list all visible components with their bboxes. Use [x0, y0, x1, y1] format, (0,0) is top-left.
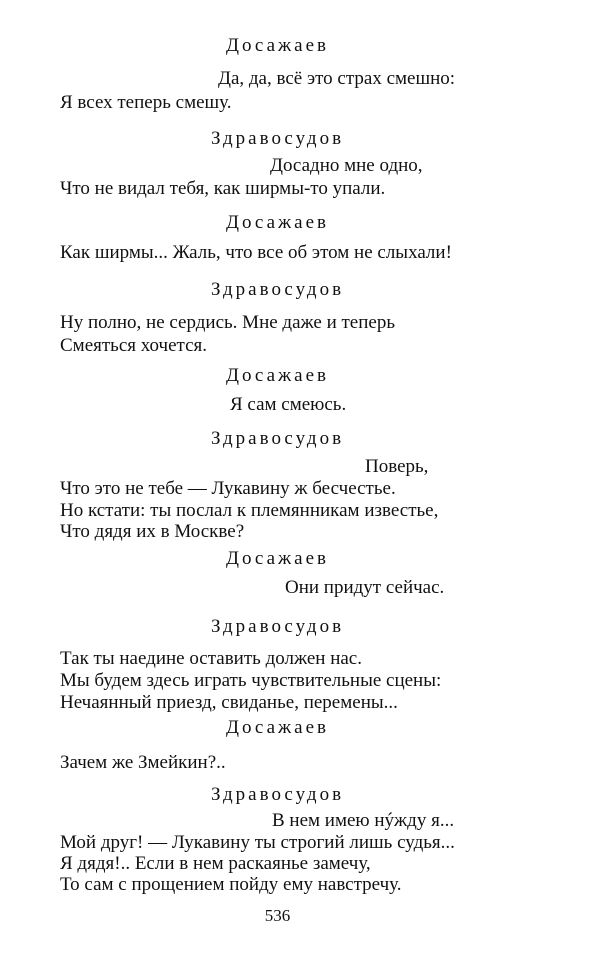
speaker-heading: Досажаев	[226, 35, 329, 56]
speaker-heading: Здравосудов	[210, 616, 345, 637]
speaker-heading: Здравосудов	[210, 128, 345, 149]
verse-line: Поверь,	[365, 456, 429, 477]
verse-line: Что дядя их в Москве?	[60, 521, 245, 542]
speaker-heading: Здравосудов	[210, 279, 345, 300]
speaker-heading: Досажаев	[226, 212, 329, 233]
verse-line: Они придут сейчас.	[285, 577, 445, 598]
verse-line: Да, да, всё это страх смешно:	[218, 68, 456, 89]
page-number: 536	[264, 906, 291, 925]
verse-line: Я дядя!.. Если в нем раскаянье замечу,	[60, 853, 371, 874]
verse-line: Досадно мне одно,	[270, 155, 423, 176]
verse-line: Мой друг! — Лукавину ты строгий лишь судья...	[60, 832, 455, 853]
verse-line: То сам с прощением пойду ему навстречу.	[60, 874, 402, 895]
verse-line: Но кстати: ты послал к племянникам известье,	[60, 500, 439, 521]
verse-line: Зачем же Змейкин?..	[60, 752, 226, 773]
speaker-heading: Здравосудов	[210, 428, 345, 449]
verse-line: Нечаянный приезд, свиданье, перемены...	[60, 692, 398, 713]
verse-line: Смеяться хочется.	[60, 335, 207, 356]
verse-line: Я сам смеюсь.	[230, 394, 347, 415]
speaker-heading: Досажаев	[226, 717, 329, 738]
verse-line: В нем имею нýжду я...	[272, 810, 455, 831]
speaker-heading: Здравосудов	[210, 784, 345, 805]
verse-line: Ну полно, не сердись. Мне даже и теперь	[60, 312, 395, 333]
speaker-heading: Досажаев	[226, 548, 329, 569]
verse-line: Что это не тебе — Лукавину ж бесчестье.	[60, 478, 396, 499]
verse-line: Что не видал тебя, как ширмы-то упали.	[60, 178, 386, 199]
verse-line: Я всех теперь смешу.	[60, 92, 232, 113]
speaker-heading: Досажаев	[226, 365, 329, 386]
verse-line: Так ты наедине оставить должен нас.	[60, 648, 362, 669]
verse-line: Мы будем здесь играть чувствительные сцены:	[60, 670, 442, 691]
verse-line: Как ширмы... Жаль, что все об этом не слыхали!	[60, 242, 452, 263]
